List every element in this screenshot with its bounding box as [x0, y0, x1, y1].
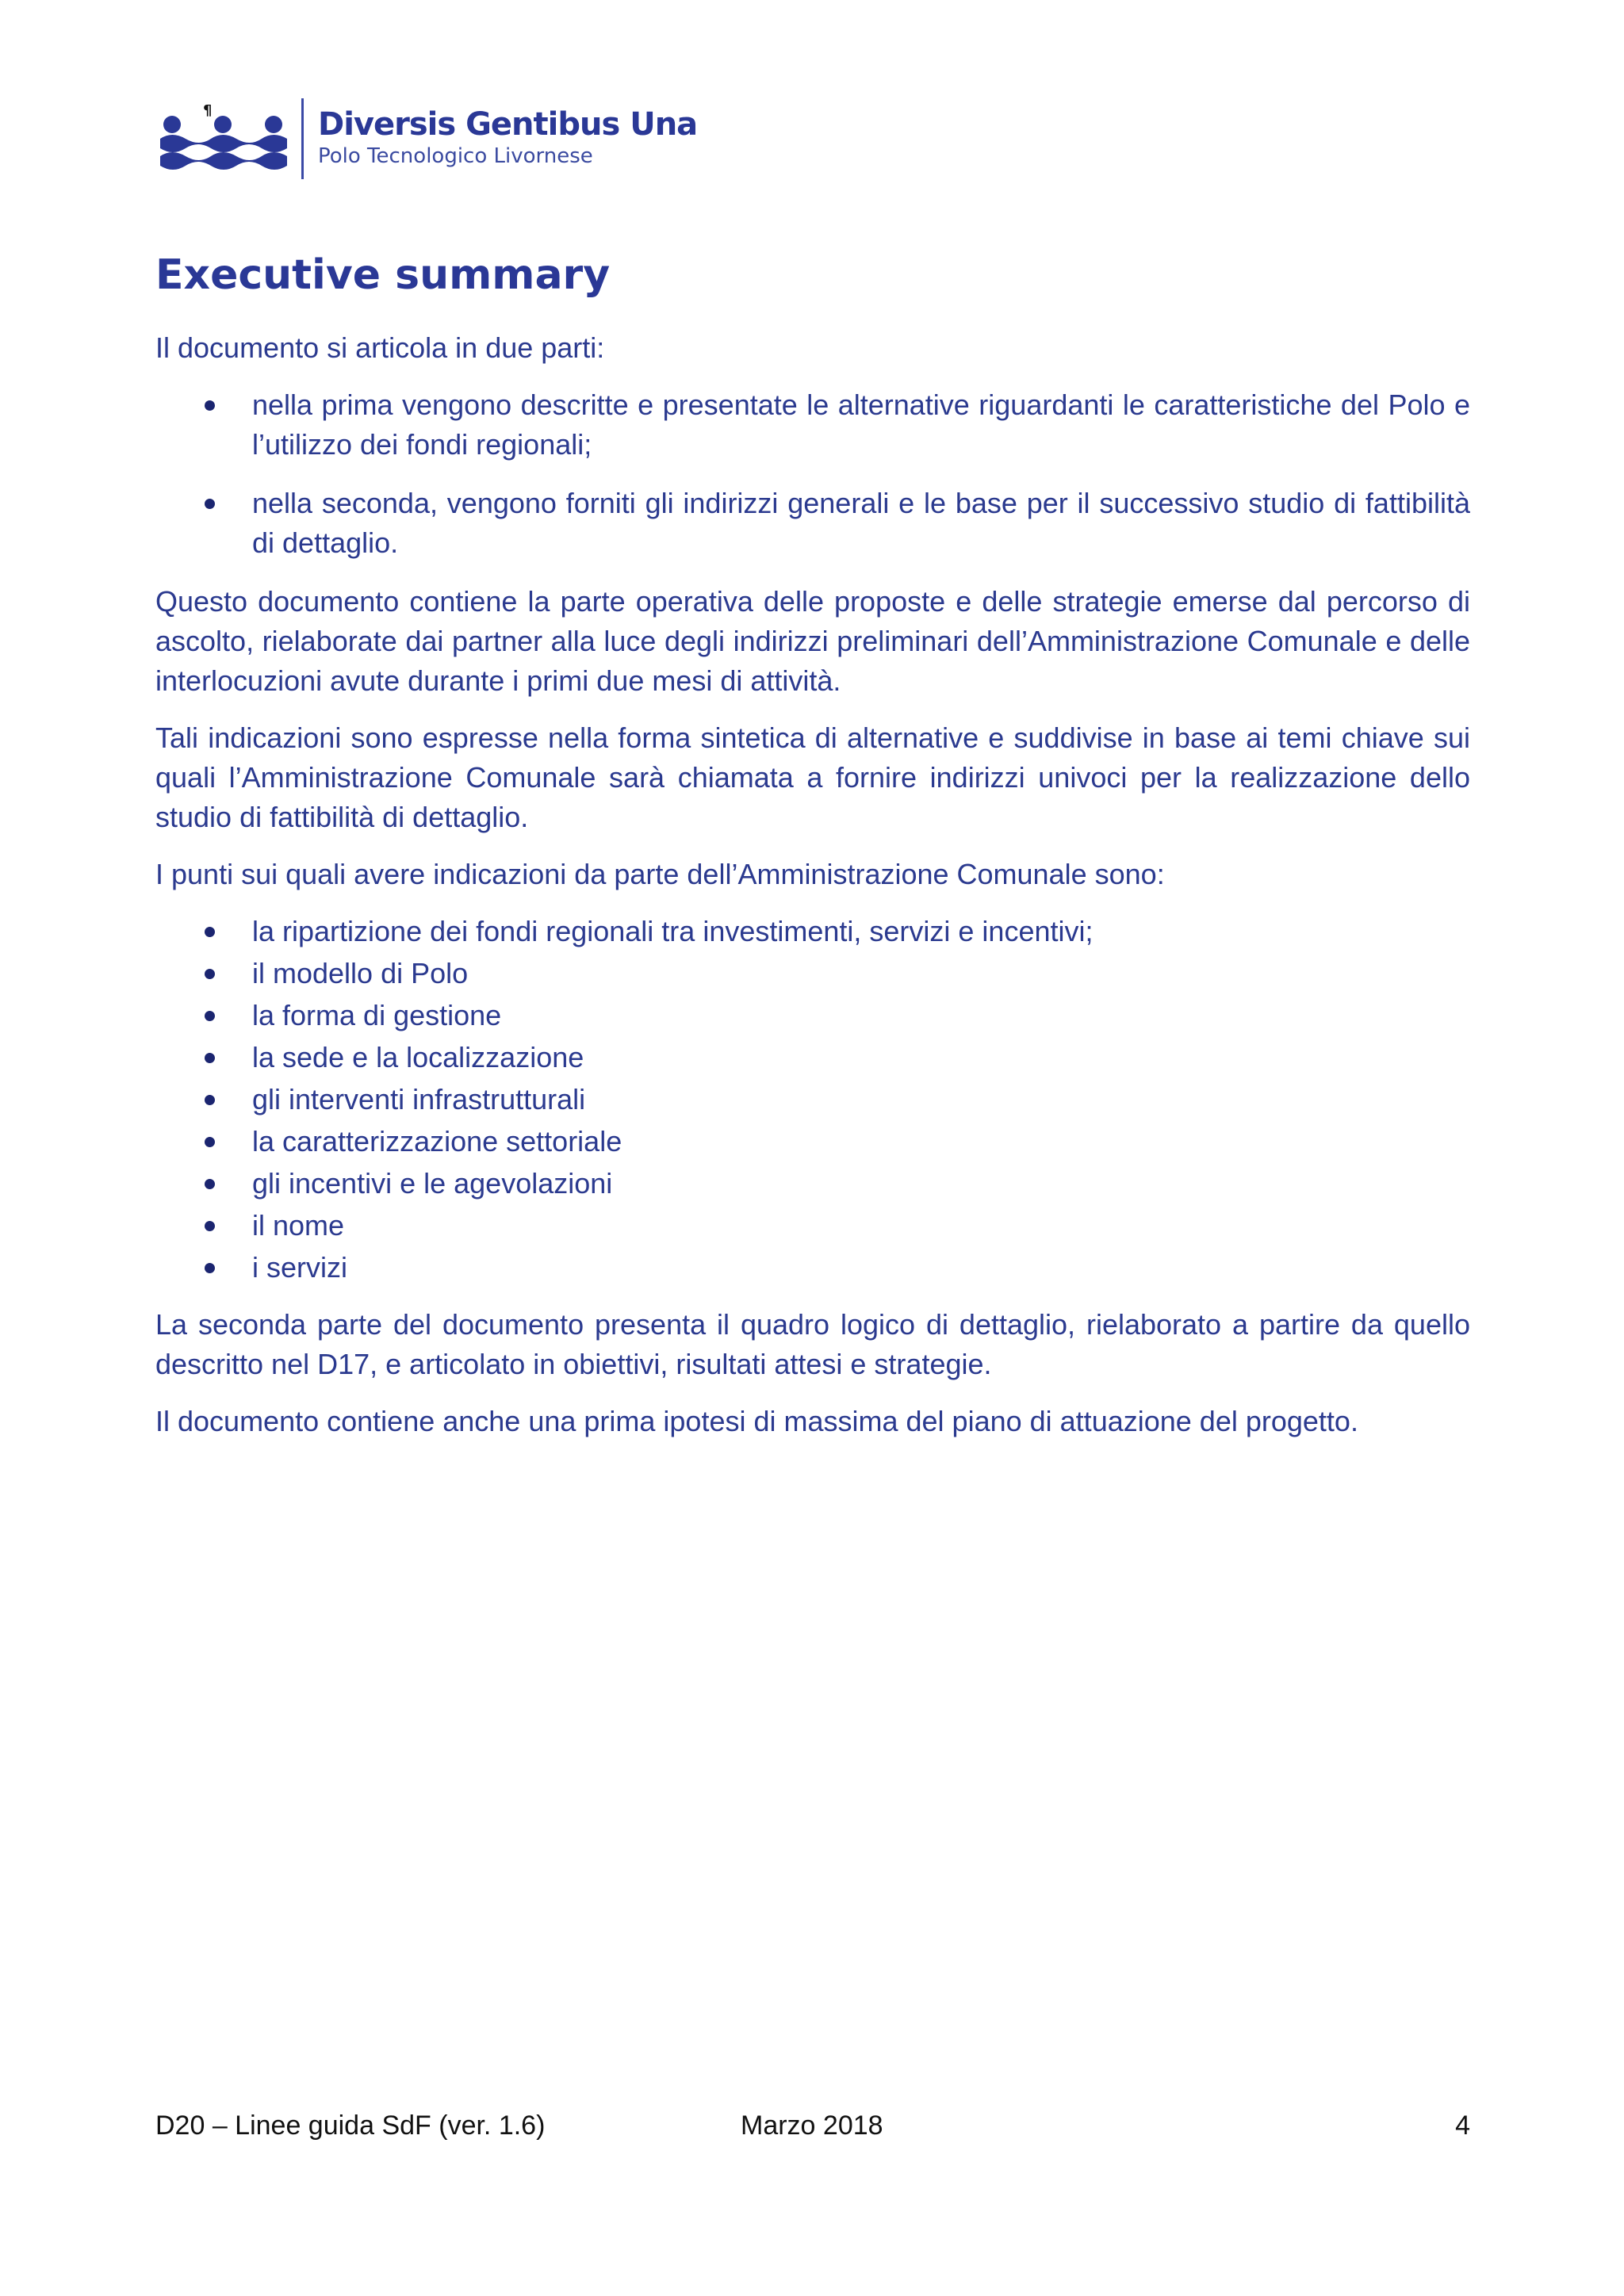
paragraph: Il documento contiene anche una prima ipotesi di massima del piano di attuazione del progetto.	[155, 1405, 1358, 1438]
paragraph: Tali indicazioni sono espresse nella forma sintetica di alternative e suddivise in base ai temi chiave sui quali l’Amministrazione Comunale sarà chiamata a fornire indirizzi univoci per la realizzazione dello studio di fattibilità di dettaglio.	[155, 721, 1470, 834]
list-item: i servizi	[155, 1248, 1470, 1288]
list-item: nella seconda, vengono forniti gli indirizzi generali e le base per il successivo studio di fattibilità di dettaglio.	[155, 484, 1470, 563]
list-item: gli incentivi e le agevolazioni	[155, 1164, 1470, 1203]
page-number: 4	[1455, 2110, 1470, 2141]
list-item: il nome	[155, 1206, 1470, 1246]
logo-subtitle: Polo Tecnologico Livornese	[318, 144, 593, 169]
intro-paragraph: Il documento si articola in due parti:	[155, 331, 605, 365]
logo-mark-glyph: ¶	[203, 102, 213, 119]
logo-text	[318, 107, 697, 170]
paragraph: I punti sui quali avere indicazioni da parte dell’Amministrazione Comunale sono:	[155, 858, 1165, 891]
list-item: la sede e la localizzazione	[155, 1038, 1470, 1077]
list-item: il modello di Polo	[155, 954, 1470, 993]
page-header	[159, 95, 697, 182]
logo-title: Diversis Gentibus Una	[318, 106, 698, 144]
paragraph: Questo documento contiene la parte operativa delle proposte e delle strategie emerse dal percorso di ascolto, rielaborate dai partner alla luce degli indirizzi preliminari dell’Amministrazione Comunale e delle interlocuzioni avute durante i primi due mesi di attività.	[155, 585, 1470, 698]
page-footer	[155, 2110, 1470, 2150]
footer-date: Marzo 2018	[741, 2110, 883, 2141]
paragraph: La seconda parte del documento presenta il quadro logico di dettaglio, rielaborato a partire da quello descritto nel D17, e articolato in obiettivi, risultati attesi e strategie.	[155, 1308, 1470, 1381]
logo-icon	[159, 99, 289, 178]
main-content	[155, 251, 1470, 1459]
list-item: nella prima vengono descritte e presentate le alternative riguardanti le caratteristiche del Polo e l’utilizzo dei fondi regionali;	[155, 385, 1470, 465]
logo-divider	[301, 98, 304, 179]
key-points-list	[155, 912, 1470, 1288]
list-item: la forma di gestione	[155, 996, 1470, 1035]
footer-doc-ref: D20 – Linee guida SdF (ver. 1.6)	[155, 2110, 546, 2141]
list-item: la ripartizione dei fondi regionali tra investimenti, servizi e incentivi;	[155, 912, 1470, 951]
list-item: gli interventi infrastrutturali	[155, 1080, 1470, 1119]
document-parts-list	[155, 385, 1470, 563]
list-item: la caratterizzazione settoriale	[155, 1122, 1470, 1161]
section-title: Executive summary	[155, 251, 611, 299]
